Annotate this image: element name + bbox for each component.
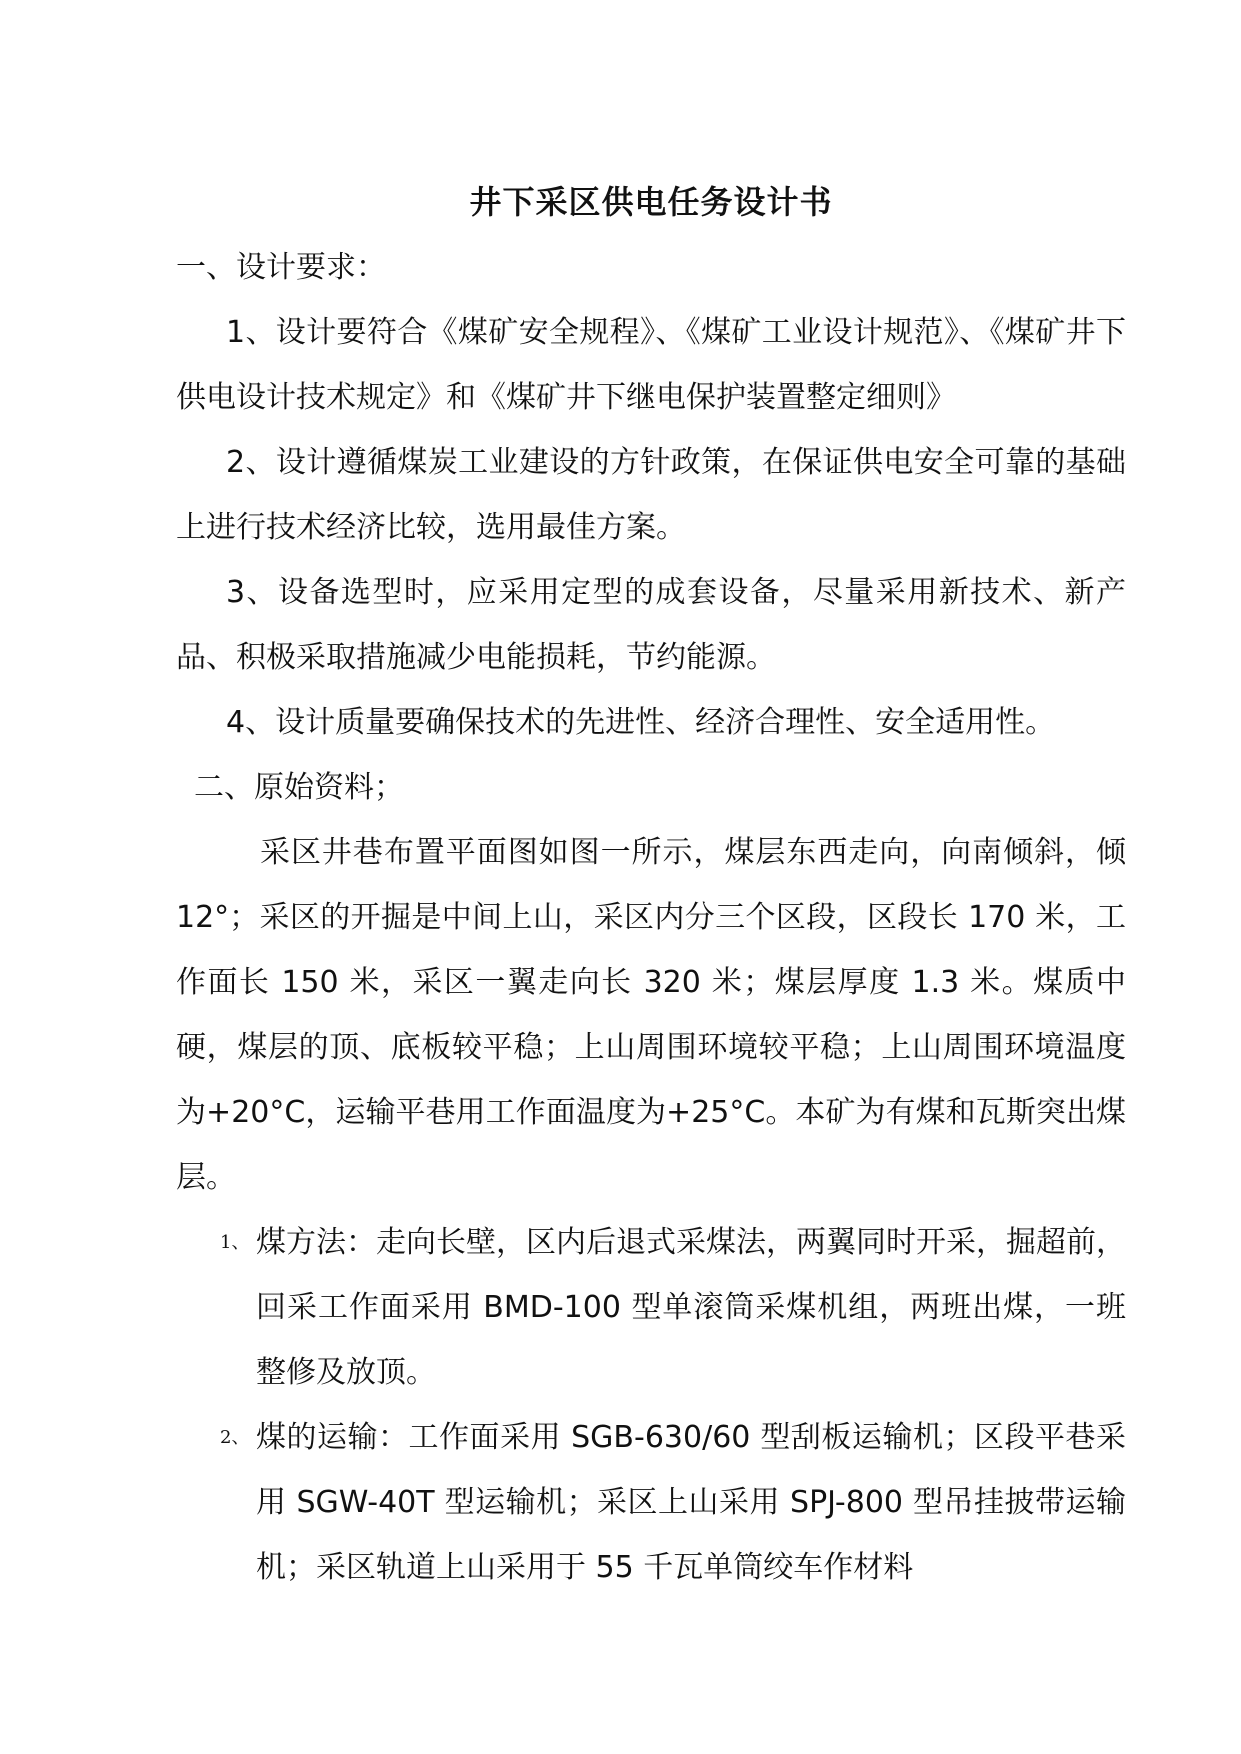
requirement-paragraph-4: 4、设计质量要确保技术的先进性、经济合理性、安全适用性。 — [226, 705, 1056, 740]
list-item — [176, 1210, 1126, 1405]
requirement-paragraph-1: 1、设计要符合《煤矿安全规程》、《煤矿工业设计规范》、《煤矿井下供电设计技术规定》和《煤矿井下继电保护装置整定细则》 — [176, 315, 1126, 415]
list-item-number: 2、 — [220, 1427, 250, 1448]
section-heading-design-requirements: 一、设计要求： — [176, 250, 386, 285]
list-item-number: 1、 — [220, 1232, 250, 1253]
requirement-paragraph-3: 3、设备选型时，应采用定型的成套设备，尽量采用新技术、新产品、积极采取措施减少电能损耗，节约能源。 — [176, 575, 1126, 675]
section-heading-original-data: 二、原始资料； — [194, 770, 404, 805]
document-body — [176, 170, 1126, 1600]
list-item-text: 煤的运输：工作面采用 SGB-630/60 型刮板运输机；区段平巷采用 SGW-40T 型运输机；采区上山采用 SPJ-800 型吊挂披带运输机；采区轨道上山采用于 55 千瓦单筒绞车作材料 — [256, 1420, 1126, 1585]
original-data-intro: 采区井巷布置平面图如图一所示，煤层东西走向，向南倾斜，倾 12°；采区的开掘是中间上山，采区内分三个区段，区段长 170 米，工作面长 150 米，采区一翼走向长 320 米；煤层厚度 1.3 米。煤质中硬，煤层的顶、底板较平稳；上山周围环境较平稳；上山周围环境温度为+20°C，运输平巷用工作面温度为+25°C。本矿为有煤和瓦斯突出煤层。 — [176, 835, 1126, 1195]
list-item-text: 煤方法：走向长壁，区内后退式采煤法，两翼同时开采，掘超前，回采工作面采用 BMD-100 型单滚筒采煤机组，两班出煤，一班整修及放顶。 — [256, 1225, 1126, 1390]
document-title: 井下采区供电任务设计书 — [469, 183, 833, 221]
requirement-paragraph-2: 2、设计遵循煤炭工业建设的方针政策，在保证供电安全可靠的基础上进行技术经济比较，选用最佳方案。 — [176, 445, 1126, 545]
list-item — [176, 1405, 1126, 1600]
